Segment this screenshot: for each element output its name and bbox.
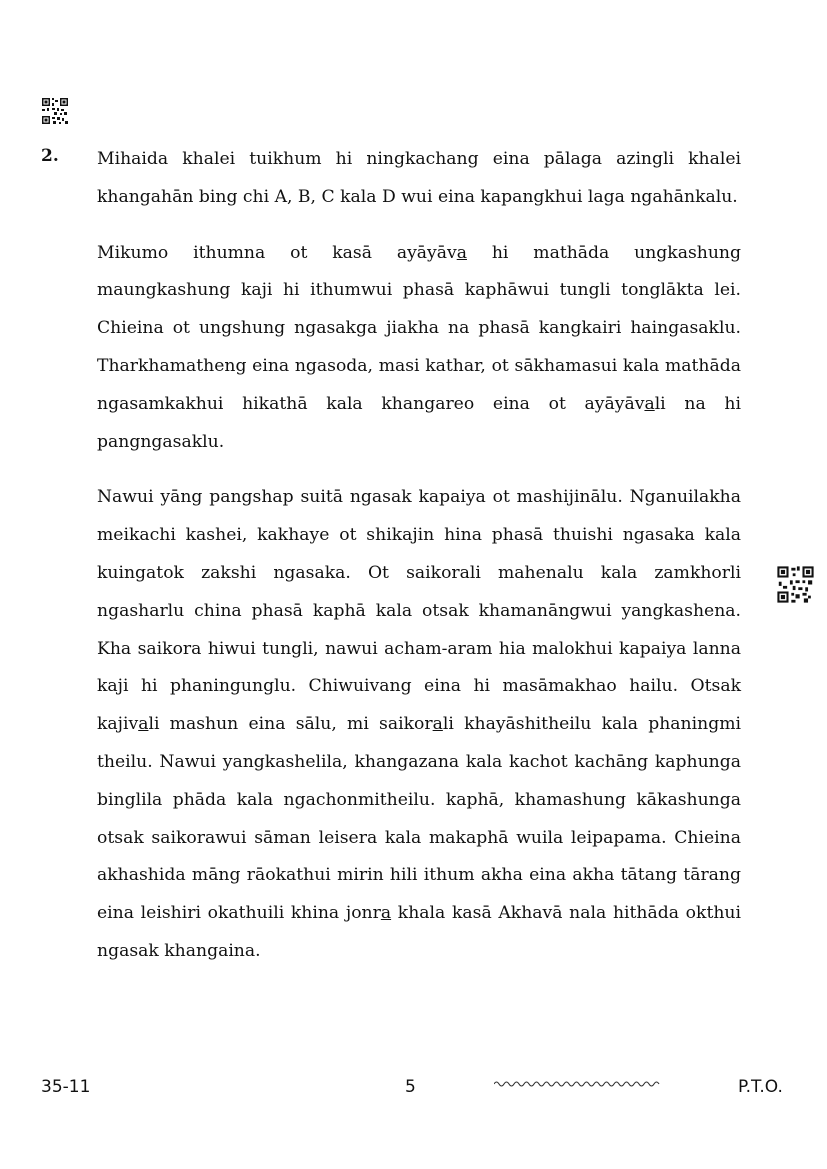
text-run: hi mathāda ungkashung maungkashung kaji hi ithumwui phasā kaphāwui tungli tonglākta lei. Chieina ot ungshung ngasakga jiakha na phasā kangkairi haingasaklu. Tharkhamatheng eina ngasoda, masi kathar, ot sākhamasui kala mathāda ngasamkakhui hikathā kala khangareo eina ot ayāyāv [97,242,741,414]
underlined-letter: a [432,714,443,735]
text-run: li khayāshitheilu kala phaningmi theilu. Nawui yangkashelila, khangazana kala kachot kachāng kaphunga binglila phāda kala ngachonmitheilu. kaphā, khamashung kākashunga otsak saikorawui sāman leisera kala makaphā wuila leipapama. Chieina akhashida māng rāokathui mirin hili ithum akha eina akha tātang tārang eina leishiri okathuili khina jonr [97,714,741,924]
page-number: 5 [405,1077,416,1097]
question-instruction: Mihaida khalei tuikhum hi ningkachang eina pālaga azingli khalei khangahān bing chi A, B, C kala D wui eina kapangkhui laga ngahānkalu. [97,149,741,207]
text-run: li na hi pangngasaklu. [97,393,741,452]
please-turn-over: P.T.O. [738,1077,783,1097]
passage-paragraph-2 [97,479,741,970]
question-content [97,141,741,971]
underlined-letter: a [138,714,149,735]
underlined-letter: a [456,242,467,263]
text-run: li mashun eina sālu, mi saikor [148,714,433,735]
wavy-line-divider [494,1079,662,1089]
underlined-letter: a [380,903,392,924]
text-run: Nawui yāng pangshap suitā ngasak kapaiya ot mashijinālu. Nganuilakha meikachi kashei, kakhaye ot shikajin hina phasā thuishi ngasaka kala kuingatok zakshi ngasaka. Ot saikorali mahenalu kala zamkhorli ngasharlu china phasā kaphā kala otsak khamanāngwui yangkashena. Kha saikora hiwui tungli, nawui acham-aram hia malokhui kapaiya lanna kaji hi phaningunglu. Chiwuivang eina hi masāmakhao hailu. Otsak kajiv [97,487,741,735]
passage-paragraph-1 [97,235,741,462]
wavy-line-path [494,1082,659,1086]
text-run: Mikumo ithumna ot kasā ayāyāv [97,242,457,263]
text-run: khala kasā Akhavā nala hithāda okthui ngasak khangaina. [97,903,741,961]
qr-code-icon [776,565,815,604]
paper-code: 35-11 [41,1077,91,1097]
underlined-letter: a [644,393,655,414]
question-number: 2. [41,146,59,166]
qr-code-icon [41,97,69,125]
